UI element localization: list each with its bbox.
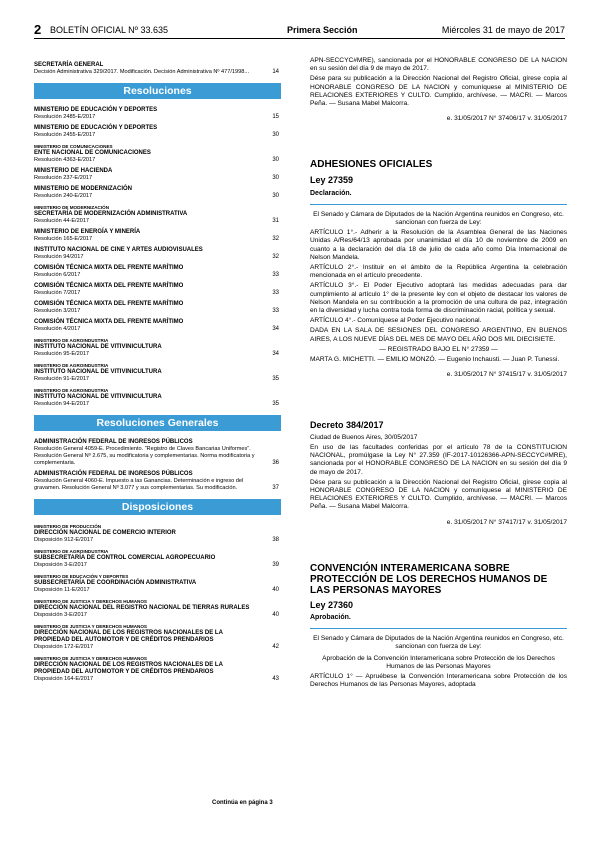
entry-organism: MINISTERIO DE ENERGÍA Y MINERÍA	[34, 229, 141, 235]
law-intro: El Senado y Cámara de Diputados de la Nación Argentina reunidos en Congreso, etc. sancionan con fuerza de Ley:	[313, 635, 564, 651]
index-entry[interactable]	[34, 283, 281, 297]
entry-description: Disposición 11-E/2017	[34, 587, 90, 593]
law-intro: El Senado y Cámara de Diputados de la Nación Argentina reunidos en Congreso, etc. sancionan con fuerza de Ley:	[313, 210, 564, 227]
entry-description: Resolución 7/2017	[34, 290, 81, 296]
entry-organism: INSTITUTO NACIONAL DE VITIVINICULTURA	[34, 344, 162, 350]
law-signatures: MARTA G. MICHETTI. — EMILIO MONZÓ. — Eugenio Inchausti. — Juan P. Tunessi.	[310, 356, 560, 364]
index-entry[interactable]	[34, 168, 281, 182]
paragraph: APN-SECCYC#MRE), sancionada por el HONORABLE CONGRESO DE LA NACION en su sesión del día 9 de mayo de 2017.	[310, 57, 567, 73]
page-number: 2	[34, 22, 42, 37]
index-entry[interactable]	[34, 387, 281, 408]
section-band-resoluciones-generales: Resoluciones Generales	[34, 415, 281, 431]
entry-organism: MINISTERIO DE EDUCACIÓN Y DEPORTES	[34, 125, 158, 131]
entry-organism: DIRECCIÓN NACIONAL DE LOS REGISTROS NACIONALES DE LA PROPIEDAD DEL AUTOMOTOR Y DE CRÉDITOS PRENDARIOS	[34, 662, 223, 675]
entry-ministry: MINISTERIO DE AGROINDUSTRIA	[34, 363, 109, 368]
entry-organism: INSTITUTO NACIONAL DE VITIVINICULTURA	[34, 369, 162, 375]
entry-page: 42	[272, 644, 279, 650]
entry-page: 40	[272, 612, 279, 618]
index-entry[interactable]	[34, 204, 281, 225]
entry-organism: MINISTERIO DE HACIENDA	[34, 168, 113, 174]
entry-description: Resolución 4363-E/2017	[34, 157, 96, 163]
entry-page: 38	[272, 537, 279, 543]
entry-description: Resolución 2485-E/2017	[34, 114, 96, 120]
entry-organism: INSTITUTO NACIONAL DE VITIVINICULTURA	[34, 394, 162, 400]
paragraph: Dése para su publicación a la Dirección Nacional del Registro Oficial, gírese copia al HONORABLE CONGRESO DE LA NACION y comuníquese al MINISTERIO DE RELACIONES EXTERIORES Y CULTO. Cumplido, archívese. — MACRI. — Marcos Peña. — Susana Mabel Malcorra.	[310, 478, 567, 511]
entry-page: 31	[272, 218, 279, 224]
entry-page: 40	[272, 587, 279, 593]
entry-page: 32	[272, 254, 279, 260]
resoluciones-generales-list	[34, 439, 281, 492]
paragraph: ARTÍCULO 1°.- Adherir a la Resolución de la Asamblea General de las Naciones Unidas A/Res/64/13 aprobada por unanimidad el día 10 de noviembre de 2009 en cuanto a la declaración del día 18 de julio de cada año como Día Internacional de Nelson Mandela.	[310, 229, 567, 261]
index-entry[interactable]	[34, 229, 281, 243]
entry-page: 15	[272, 114, 279, 120]
law-article: ARTÍCULO 1° — Apruébese la Convención Interamericana sobre Protección de los Derechos Humanos de las Personas Mayores, adoptada	[310, 672, 567, 689]
disposiciones-list	[34, 523, 281, 683]
entry-organism: DIRECCIÓN NACIONAL DE COMERCIO INTERIOR	[34, 530, 176, 536]
section-band-disposiciones: Disposiciones	[34, 499, 281, 515]
entry-page: 34	[272, 326, 279, 332]
index-entry[interactable]	[34, 107, 281, 121]
section-title: CONVENCIÓN INTERAMERICANA SOBRE PROTECCIÓN DE LOS DERECHOS HUMANOS DE LAS PERSONAS MAYORES	[310, 562, 548, 596]
index-entry[interactable]	[34, 143, 281, 164]
law-subtitle: Aprobación.	[310, 613, 351, 621]
law-title: Ley 27360	[310, 599, 354, 610]
entry-description: Resolución 237-E/2017	[34, 175, 93, 181]
entry-organism: SECRETARÍA GENERAL	[34, 62, 104, 68]
entry-page: 32	[272, 236, 279, 242]
section-name: Primera Sección	[287, 25, 358, 35]
entry-organism: SECRETARÍA DE MODERNIZACIÓN ADMINISTRATIVA	[34, 211, 188, 217]
entry-organism: SUBSECRETARÍA DE CONTROL COMERCIAL AGROPECUARIO	[34, 555, 216, 561]
index-entry[interactable]	[34, 655, 281, 683]
entry-page: 33	[272, 272, 279, 278]
decree-place-date: Ciudad de Buenos Aires, 30/05/2017	[310, 433, 418, 441]
entry-description: Resolución General 4059-E. Procedimiento. “Registro de Claves Bancarias Uniformes”. Resolución General Nº 2.675, su modificatoria y complementarias. Norma modificatoria y complementaria.	[34, 446, 255, 466]
entry-ministry: MINISTERIO DE PRODUCCIÓN	[34, 524, 102, 529]
index-entry[interactable]	[34, 319, 281, 333]
law-convention-title: Aprobación de la Convención Interamericana sobre Protección de los Derechos Humanos de las Personas Mayores	[322, 654, 555, 670]
index-entry[interactable]	[34, 598, 281, 619]
entry-description: Resolución 95-E/2017	[34, 351, 90, 357]
entry-organism: SUBSECRETARÍA DE COORDINACIÓN ADMINISTRATIVA	[34, 580, 197, 586]
main-column	[310, 57, 567, 691]
paragraph: ARTÍCULO 2°.- Instituir en el ámbito de la República Argentina la celebración mencionada en el artículo precedente.	[310, 264, 567, 280]
entry-organism: COMISIÓN TÉCNICA MIXTA DEL FRENTE MARÍTIMO	[34, 283, 184, 289]
entry-page: 30	[272, 193, 279, 199]
paragraph: En uso de las facultades conferidas por el artículo 78 de la CONSTITUCION NACIONAL, promúlgase la Ley N° 27.359 (IF-2017-10126366-APN-SECCYC#MRE), sancionada por el HONORABLE CONGRESO DE LA NACION en su sesión del día 9 de mayo de 2017.	[310, 443, 567, 476]
entry-ministry: MINISTERIO DE JUSTICIA Y DERECHOS HUMANOS	[34, 599, 147, 604]
publication-date: Miércoles 31 de mayo de 2017	[441, 25, 565, 35]
entry-page: 14	[272, 69, 279, 75]
index-entry[interactable]	[34, 265, 281, 279]
index-entry[interactable]	[34, 337, 281, 358]
index-entry[interactable]	[34, 548, 281, 569]
entry-ministry: MINISTERIO DE JUSTICIA Y DERECHOS HUMANOS	[34, 624, 147, 629]
entry-organism: COMISIÓN TÉCNICA MIXTA DEL FRENTE MARÍTIMO	[34, 301, 184, 307]
publication-ref: e. 31/05/2017 N° 37417/17 v. 31/05/2017	[446, 518, 567, 526]
index-entry[interactable]	[34, 186, 281, 200]
law-registration: — REGISTRADO BAJO EL N° 27359 —	[379, 345, 498, 353]
law-subtitle: Declaración.	[310, 189, 352, 197]
page-header	[34, 21, 565, 39]
index-entry[interactable]	[34, 439, 281, 467]
continue-note[interactable]: Continúa en página 3	[212, 800, 273, 806]
publication-ref: e. 31/05/2017 N° 37406/17 v. 31/05/2017	[446, 115, 567, 123]
paragraph: DADA EN LA SALA DE SESIONES DEL CONGRESO ARGENTINO, EN BUENOS AIRES, A LOS NUEVE DÍAS DEL MES DE MAYO DEL AÑO DOS MIL DIECISIETE.	[310, 327, 567, 343]
index-entry[interactable]	[34, 247, 281, 261]
decree-title: Decreto 384/2017	[310, 420, 384, 431]
entry-description: Disposición 912-E/2017	[34, 537, 94, 543]
paragraph: ARTÍCULO 4°.- Comuníquese al Poder Ejecutivo nacional.	[310, 317, 482, 325]
publication-ref: e. 31/05/2017 N° 37415/17 v. 31/05/2017	[446, 371, 567, 379]
decree-continuation	[310, 57, 567, 108]
entry-description: Disposición 3-E/2017	[34, 562, 87, 568]
entry-page: 37	[272, 485, 279, 491]
paragraph: ARTÍCULO 3°.- El Poder Ejecutivo adoptará las medidas adecuadas para dar cumplimiento al artículo 1° de la presente ley con el objeto de destacar los valores de Nelson Mandela en su contribución a la promoción de una cultura de paz, integración en la diversidad y lucha contra toda forma de discriminación racial, política y sexual.	[310, 282, 567, 315]
decree-body	[310, 444, 567, 512]
entry-description: Resolución 165-E/2017	[34, 236, 93, 242]
entry-description: Resolución 94-E/2017	[34, 401, 90, 407]
divider	[310, 628, 567, 629]
entry-description: Resolución 4/2017	[34, 326, 81, 332]
entry-page: 35	[272, 376, 279, 382]
divider	[310, 204, 567, 205]
entry-organism: ADMINISTRACIÓN FEDERAL DE INGRESOS PÚBLICOS	[34, 439, 193, 445]
entry-organism: ENTE NACIONAL DE COMUNICACIONES	[34, 150, 151, 156]
entry-page: 36	[272, 460, 279, 466]
section-title: ADHESIONES OFICIALES	[310, 159, 433, 171]
entry-description: Resolución 6/2017	[34, 272, 81, 278]
entry-organism: DIRECCIÓN NACIONAL DE LOS REGISTROS NACIONALES DE LA PROPIEDAD DEL AUTOMOTOR Y DE CRÉDITOS PRENDARIOS	[34, 630, 223, 643]
entry-page: 30	[272, 157, 279, 163]
entry-organism: MINISTERIO DE EDUCACIÓN Y DEPORTES	[34, 107, 158, 113]
entry-description: Resolución 240-E/2017	[34, 193, 93, 199]
index-entry[interactable]	[34, 362, 281, 383]
paragraph: Dése para su publicación a la Dirección Nacional del Registro Oficial, gírese copia al HONORABLE CONGRESO DE LA NACION y comuníquese al MINISTERIO DE RELACIONES EXTERIORES Y CULTO. Cumplido, archívese. — MACRI. — Marcos Peña. — Susana Mabel Malcorra.	[310, 75, 567, 108]
entry-organism: MINISTERIO DE MODERNIZACIÓN	[34, 186, 133, 192]
entry-description: Disposición 172-E/2017	[34, 644, 94, 650]
entry-page: 39	[272, 562, 279, 568]
entry-page: 35	[272, 401, 279, 407]
summary-index	[34, 62, 281, 687]
index-entry[interactable]	[34, 62, 281, 76]
entry-organism: COMISIÓN TÉCNICA MIXTA DEL FRENTE MARÍTIMO	[34, 319, 184, 325]
entry-description: Resolución General 4060-E. Impuesto a las Ganancias. Determinación e ingreso del gravamen. Resolución General Nº 3.077 y sus complementarias. Su modificación.	[34, 478, 244, 491]
entry-ministry: MINISTERIO DE AGROINDUSTRIA	[34, 549, 109, 554]
law-title: Ley 27359	[310, 175, 354, 186]
entry-organism: COMISIÓN TÉCNICA MIXTA DEL FRENTE MARÍTIMO	[34, 265, 184, 271]
publication-name: BOLETÍN OFICIAL Nº 33.635	[50, 25, 168, 35]
entry-page: 33	[272, 308, 279, 314]
entry-description: Disposición 3-E/2017	[34, 612, 87, 618]
index-entry[interactable]	[34, 301, 281, 315]
entry-page: 34	[272, 351, 279, 357]
index-entry[interactable]	[34, 623, 281, 651]
entry-page: 43	[272, 676, 279, 682]
entry-description: Disposición 164-E/2017	[34, 676, 94, 682]
entry-description: Resolución 91-E/2017	[34, 376, 90, 382]
entry-page: 33	[272, 290, 279, 296]
entry-description: Decisión Administrativa 329/2017. Modificación. Decisión Administrativa Nº 477/1998...	[34, 69, 250, 75]
entry-ministry: MINISTERIO DE EDUCACIÓN Y DEPORTES	[34, 574, 129, 579]
entry-ministry: MINISTERIO DE MODERNIZACIÓN	[34, 205, 110, 210]
entry-description: Resolución 3/2017	[34, 308, 81, 314]
entry-ministry: MINISTERIO DE COMUNICACIONES	[34, 144, 113, 149]
index-entry[interactable]	[34, 573, 281, 594]
law-articles	[310, 229, 567, 344]
index-entry[interactable]	[34, 125, 281, 139]
entry-ministry: MINISTERIO DE AGROINDUSTRIA	[34, 338, 109, 343]
entry-description: Resolución 94/2017	[34, 254, 84, 260]
entry-page: 30	[272, 132, 279, 138]
index-entry[interactable]	[34, 523, 281, 544]
entry-page: 30	[272, 175, 279, 181]
entry-organism: INSTITUTO NACIONAL DE CINE Y ARTES AUDIOVISUALES	[34, 247, 203, 253]
section-band-resoluciones: Resoluciones	[34, 83, 281, 99]
index-entry[interactable]	[34, 471, 281, 492]
entry-organism: ADMINISTRACIÓN FEDERAL DE INGRESOS PÚBLICOS	[34, 471, 193, 477]
entry-organism: DIRECCIÓN NACIONAL DEL REGISTRO NACIONAL DE TIERRAS RURALES	[34, 605, 250, 611]
entry-ministry: MINISTERIO DE AGROINDUSTRIA	[34, 388, 109, 393]
entry-ministry: MINISTERIO DE JUSTICIA Y DERECHOS HUMANOS	[34, 656, 147, 661]
resoluciones-list	[34, 107, 281, 408]
entry-description: Resolución 44-E/2017	[34, 218, 90, 224]
entry-description: Resolución 2455-E/2017	[34, 132, 96, 138]
